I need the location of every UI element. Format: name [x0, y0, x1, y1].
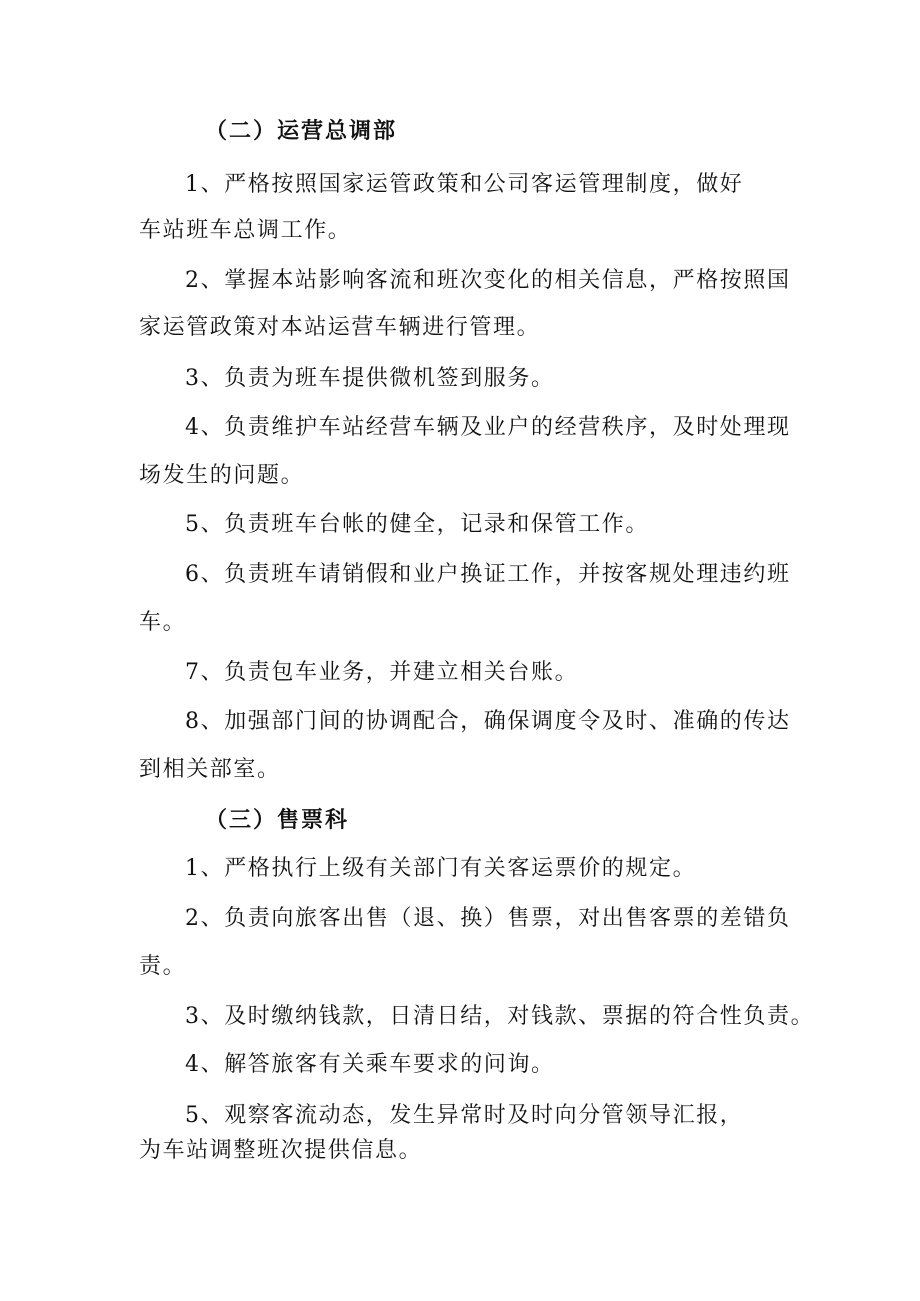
paragraph-line: 1、严格执行上级有关部门有关客运票价的规定。 [185, 856, 697, 881]
paragraph-line: 8、加强部门间的协调配合，确保调度令及时、准确的传达 [185, 709, 791, 734]
paragraph-line: 车。 [139, 610, 187, 635]
paragraph-line: 6、负责班车请销假和业户换证工作，并按客规处理违约班 [185, 562, 791, 587]
paragraph-line: 为车站调整班次提供信息。 [139, 1138, 423, 1163]
paragraph-line: 家运管政策对本站运营车辆进行管理。 [139, 315, 541, 340]
paragraph-line: 5、负责班车台帐的健全，记录和保管工作。 [185, 512, 649, 537]
paragraph-line: 7、负责包车业务，并建立相关台账。 [185, 660, 579, 685]
paragraph-line: 2、掌握本站影响客流和班次变化的相关信息，严格按照国 [185, 268, 791, 293]
paragraph-line: 4、负责维护车站经营车辆及业户的经营秩序，及时处理现 [185, 415, 791, 440]
paragraph-line: 3、及时缴纳钱款，日清日结，对钱款、票据的符合性负责。 [185, 1004, 815, 1029]
paragraph-line: 2、负责向旅客出售（退、换）售票，对出售客票的差错负 [185, 906, 791, 931]
paragraph-line: 1、严格按照国家运管政策和公司客运管理制度，做好 [185, 172, 744, 197]
paragraph-line: 责。 [139, 954, 187, 979]
section-heading-ticketing: （三）售票科 [205, 808, 350, 833]
paragraph-line: 车站班车总调工作。 [139, 218, 352, 243]
paragraph-line: 4、解答旅客有关乘车要求的问询。 [185, 1052, 555, 1077]
paragraph-line: 到相关部室。 [139, 757, 281, 782]
section-heading-operations: （二）运营总调部 [205, 119, 398, 144]
paragraph-line: 场发生的问题。 [139, 463, 305, 488]
paragraph-line: 3、负责为班车提供微机签到服务。 [185, 366, 555, 391]
paragraph-line: 5、观察客流动态，发生异常时及时向分管领导汇报， [185, 1103, 744, 1128]
